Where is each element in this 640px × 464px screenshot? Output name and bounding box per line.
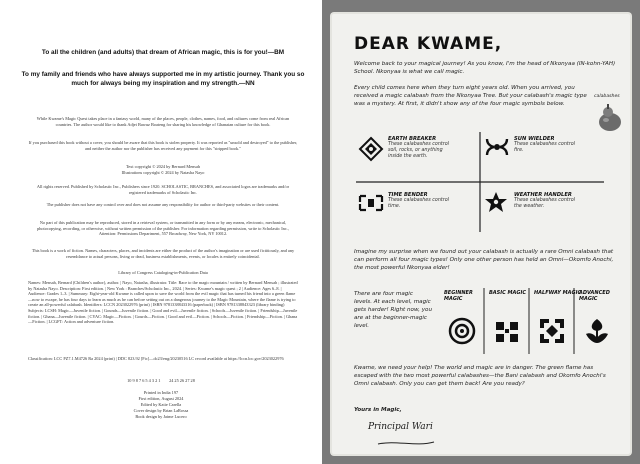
level-basic: BASIC MAGIC [489,290,527,296]
print-info [0,378,322,420]
letter-paragraph-1: Welcome back to your magical journey! As you know, I'm the head of Nkonyaa (IN-kohn-YAH) School. Nkonyaa is what we call magic. [354,61,616,75]
type-desc: These calabashes control the weather. [514,198,575,209]
earth-breaker-icon [358,136,384,167]
rights-reserved: All rights reserved. Published by Scholastic Inc., Publishers since 1920. SCHOLASTIC, BRANCHES, and associated logos are trademarks and/or registered trademarks of Scholastic Inc. [36,184,290,195]
signature-flourish [376,434,436,452]
parchment [332,14,630,454]
type-desc: These calabashes control fire. [514,142,575,153]
stripped-book-note: If you purchased this book without a cover, you should be aware that this book is stolen property. It was reported as "unsold and destroyed" to the publisher, and neither the author nor the publisher has received any payment for this "stripped book." [28,140,298,151]
letter-closing: Yours in Magic, [354,407,402,413]
fiction-note: This book is a work of fiction. Names, characters, places, and incidents are either the product of the author's imagination or are used fictitiously, and any resemblance to actual persons, living or dead, business establishments, events, or locales is entirely coincidental. [31,248,295,259]
cover-design: Cover design by Brian LaRossa [133,408,189,413]
sun-wielder-icon [484,136,510,163]
type-earth-breaker [388,136,488,160]
letter-paragraph-4: Kwame, we need your help! The world and magic are in danger. The green flame has escaped with the two most powerful calabashes—the Bani calabash and Okomfo Anochi's Omni calabash. Only you can get them back! Are you ready? [354,365,606,387]
letter-greeting: DEAR KWAME, [354,34,503,54]
classification: Classification: LCC PZ7.1.M4726 Ra 2024 (print) | DDC 823.92 [Fic]—dc23/eng/20230516 LC record available at https://lccn.loc.gov/2023022976 [28,356,284,361]
type-name: WEATHER HANDLER [514,192,572,198]
beginner-magic-icon [447,316,477,351]
letter-page [322,0,640,464]
time-bender-icon [358,192,384,219]
dedication-nn: To my family and friends who have always supported me in my artistic journey. Thank you so much for always being my inspiration and my strength.—NN [21,71,305,87]
printed-in: Printed in India 197 [143,390,179,395]
type-name: EARTH BREAKER [388,136,437,142]
type-desc: These calabashes control soil, rocks, or anything inside the earth. [388,142,449,159]
letter-paragraph-2: Every child comes here when they turn eight years old. When you arrived, you received a magic calabash from the Nkonyaa Tree. But your calabash's magic type was a mystery. At first, it didn't show any of the four magic symbols below. [354,85,587,107]
letter-paragraph-3: Imagine my surprise when we found out your calabash is actually a rare Omni calabash that can perform all four magic types! Only one other person has held an Omni—Okomfo Anochi, the most powerful Nkonyaa elder! [354,249,614,271]
dedication-bm: To all the children (and adults) that dream of African magic, this is for you!—BM [41,49,285,56]
type-sun-wielder [514,136,614,154]
websites-note: The publisher does not have any control over and does not assume any responsibility for author or third-party websites or their content. [46,202,280,207]
signature: Principal Wari [368,422,433,432]
print-line-numbers: 10 9 8 7 6 5 4 3 2 1 [127,378,161,383]
edited-by: Edited by Katie Carella [140,402,182,407]
book-design: Book design by Jaime Lucero [135,414,187,419]
culture-note: While Kwame's Magic Quest takes place in a fantasy world, many of the places, people, clothes, names, food, and cultures come from real African countries. The author would like to thank Adjei Bawuz Boateng for sharing his knowledge of Ghanaian culture for this book. [36,116,290,127]
type-desc: These calabashes control time. [388,198,449,209]
levels-intro: There are four magic levels. At each level, magic gets harder! Right now, you are at the beginner-magic level. [354,291,432,329]
level-beginner: BEGINNER MAGIC [444,290,473,302]
cip-data: Names: Mensah, Bernard (Children's author), author. | Nayo, Natasha, illustrator. Title: Race to the magic mountain / written by Bernard Mensah ; illustrated by Natasha Nayo. Description: First edition. | New York : Branches/Scholastic Inc., 2024. | Series: Kwame's magic quest ; 2 | Audience: Ages 6–8. | Audience: Grades 1–3. | Summary: Eight-year-old Kwame is called upon to save the world from the evil magic that has turned his friend into a green flame—now to escape, he has four days to learn as much as he can before setting out on a dangerous journey to the Magic Mountain, where the flame is trying to create an all-powerful calabash. Identifiers: LCCN 2023022976 (print) | ISBN 9781338843316 (paperback) | ISBN 9781338843323 (library binding) Subjects: LCSH: Magic—Juvenile fiction. | Gounds—Juvenile fiction. | Good and evil—Juvenile fiction. | Schools—Juvenile fiction. | Friendship—Juvenile fiction. | Ghana—Juvenile fiction. | CYAC: Magic—Fiction. | Gourds—Fiction. | Good and evil—Fiction. | Schools—Fiction. | Friendship—Fiction. | Ghana—Fiction. | LCGFT: Action and adventure fiction. [28,280,298,325]
illustrations-copyright: Illustrations copyright © 2024 by Natasha Nayo [121,170,205,175]
weather-handler-icon [482,190,510,221]
basic-magic-icon [492,316,522,351]
edition: First edition, August 2024 [138,396,184,401]
advanced-magic-icon [582,316,612,351]
type-time-bender [388,192,488,210]
level-advanced: ADVANCED MAGIC [579,290,610,302]
calabash-label: calabashes [594,94,620,99]
type-name: TIME BENDER [388,192,428,198]
type-name: SUN WIELDER [514,136,555,142]
no-reproduction-note: No part of this publication may be reproduced, stored in a retrieval system, or transmitted in any form or by any means, electronic, mechanical, photocopying, recording, or otherwise, without written permission of the publisher. For information regarding permission, write to Scholastic Inc., Attention: Permissions Department, 557 Broadway, New York, NY 10012. [37,220,289,237]
level-halfway: HALFWAY MAGIC [534,290,582,296]
print-line-years: 24 25 26 27 28 [169,378,195,383]
text-copyright: Text copyright © 2024 by Bernard Mensah [125,164,201,169]
loc-title: Library of Congress Cataloging-in-Publication Data [118,270,208,275]
type-weather-handler [514,192,614,210]
halfway-magic-icon [537,316,567,351]
